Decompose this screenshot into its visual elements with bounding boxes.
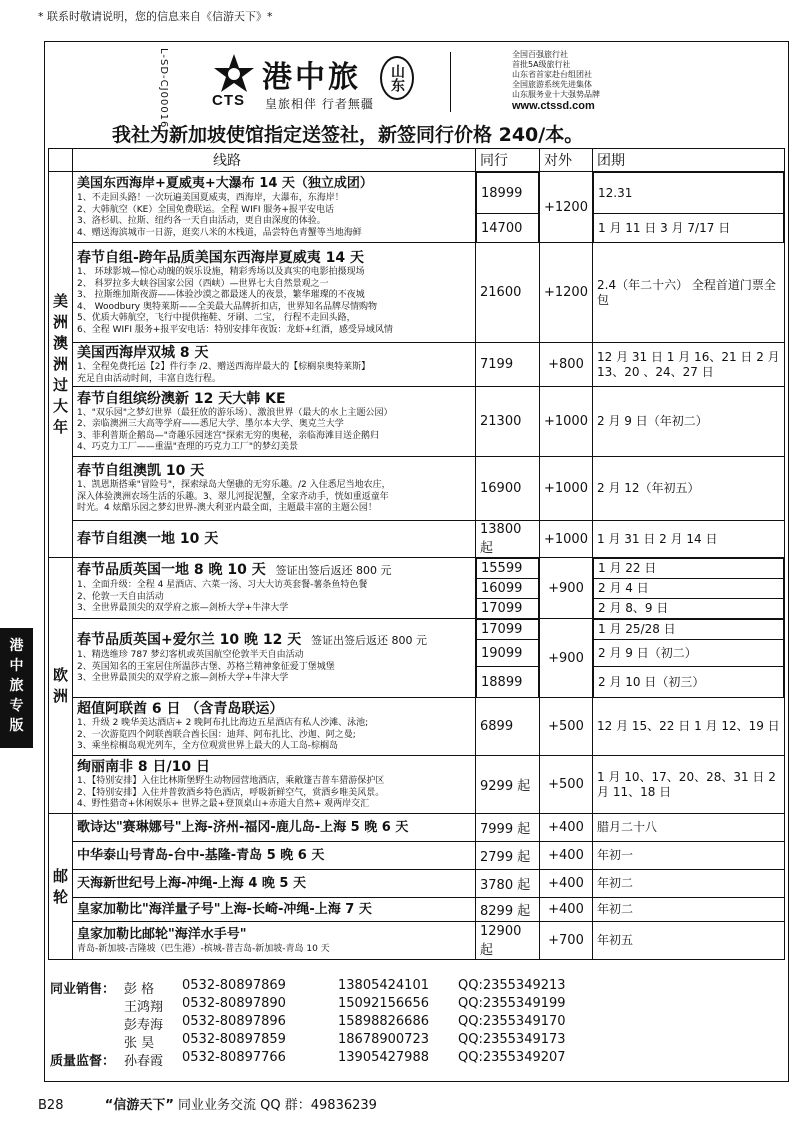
tour-item: 2、大韩航空（KE）全国免费联运。全程 WIFI 服务+报平安电话	[77, 204, 334, 215]
route-cell	[73, 619, 476, 698]
tour-dates: 年初二	[593, 870, 785, 898]
tour-item: 5、优质大韩航空，飞行中提供拖鞋、牙刷、二宝， 行程不走回头路，	[77, 313, 356, 323]
dates-cell	[593, 619, 785, 698]
region-europe	[49, 558, 73, 814]
route-cell	[73, 243, 476, 343]
tour-item: 3、洛杉矶、拉斯、纽约各一天自由活动，更自由深度的体验。	[77, 216, 326, 226]
logo-divider	[450, 52, 451, 112]
tour-item: 4、赠送海滨城市一日游，逛奕八米的木栈道，品尝特色青蟹等当地海鲜	[77, 227, 362, 238]
header-route: 线路	[73, 149, 476, 172]
dates-cell	[593, 172, 785, 243]
header-peer: 同行	[476, 149, 540, 172]
table-row	[49, 457, 785, 521]
tour-dates: 1 月 22 日	[594, 559, 784, 579]
table-row	[49, 756, 785, 814]
external-price: +1200	[540, 172, 593, 243]
peer-price: 12900 起	[476, 922, 540, 960]
contact-qq[interactable]: QQ:2355349199	[458, 996, 566, 1011]
tour-title: 春节自组-跨年品质美国东西海岸夏威夷 14 天	[77, 250, 365, 266]
contact-row	[48, 996, 785, 1014]
tour-title	[77, 631, 471, 650]
tour-item: 1、精选维珍 787 梦幻客机或英国航空伦敦半天自由活动	[77, 650, 304, 661]
tour-item: 2、 科罗拉多大峡谷国家公园（西峡）—世界七大自然景观之一	[77, 278, 329, 289]
table-row	[49, 521, 785, 558]
region-label: 邮轮	[52, 866, 68, 906]
tour-item: 1、 环球影城—惊心动魄的娱乐设施，精彩秀场以及真实的电影拍摄现场	[77, 267, 365, 277]
logo-name: 港中旅	[262, 60, 361, 95]
external-price: +400	[540, 898, 593, 922]
region-cruise	[49, 814, 73, 960]
tour-item: 深入体验澳洲农场生活的乐趣。3、翠儿河捉泥蟹，全家齐动手，恍如重返童年	[77, 491, 389, 502]
tour-item: 3、全世界最顶尖的双学府之旅—剑桥大学+牛津大学	[77, 673, 289, 684]
tour-dates: 2 月 8、9 日	[594, 599, 784, 619]
credentials	[512, 50, 600, 100]
external-price: +700	[540, 922, 593, 960]
header-dates: 团期	[593, 149, 785, 172]
tour-dates: 1 月 25/28 日	[594, 620, 784, 640]
table-row	[49, 243, 785, 343]
contact-qq[interactable]: QQ:2355349213	[458, 978, 566, 993]
tour-item: 3、全世界最顶尖的双学府之旅—剑桥大学+牛津大学	[77, 603, 289, 614]
tour-note: 签证出签后返还 800 元	[310, 634, 427, 648]
tour-item: 1、"双乐园"之梦幻世界（最狂放的游乐场）、激浪世界（最大的水上主题公园）	[77, 407, 393, 418]
tour-title: 皇家加勒比邮轮"海洋水手号"	[77, 926, 247, 942]
credential-line: 全国旅游系统先进集体	[512, 80, 592, 89]
table-row	[49, 387, 785, 457]
tour-title: 歌诗达"赛琳娜号"上海-济州-福冈-鹿儿岛-上海 5 晚 6 天	[73, 814, 476, 842]
route-cell	[73, 387, 476, 457]
table-row	[49, 698, 785, 756]
external-price: +1200	[540, 243, 593, 343]
table-row	[49, 558, 785, 619]
table-row	[49, 343, 785, 387]
contact-name: 彭 格	[124, 982, 155, 997]
contact-phone[interactable]: 0532-80897859	[182, 1032, 286, 1047]
peer-price-cell	[476, 558, 540, 619]
table-row	[49, 922, 785, 960]
contact-name: 张 昊	[124, 1036, 155, 1051]
region-label: 美洲澳洲过大年	[52, 292, 68, 436]
contact-phone[interactable]: 0532-80897869	[182, 978, 286, 993]
tour-item: 1、凯恩斯搭乘"冒险号"，探索绿岛大堡礁的无穷乐趣。/2 入住悉尼当地农庄，	[77, 480, 391, 491]
contact-mobile[interactable]: 15898826686	[338, 1014, 429, 1029]
peer-price: 19099	[477, 640, 539, 667]
tour-dates: 12.31	[594, 173, 784, 214]
route-cell	[73, 558, 476, 619]
logo-cts: CTS	[212, 92, 245, 109]
peer-price: 6899	[476, 698, 540, 756]
tour-dates: 2 月 4 日	[594, 579, 784, 599]
peer-price-cell	[476, 172, 540, 243]
top-note: * 联系时敬请说明，您的信息来自《信游天下》*	[38, 10, 273, 23]
peer-price-cell	[476, 619, 540, 698]
contact-name: 彭寿海	[124, 1018, 164, 1033]
contact-phone[interactable]: 0532-80897766	[182, 1050, 286, 1065]
peer-price: 16900	[476, 457, 540, 521]
contact-row	[48, 1050, 785, 1068]
logo-region-badge: 山东	[380, 56, 414, 100]
peer-price: 7999 起	[476, 814, 540, 842]
tour-title-text: 春节品质英国一地 8 晚 10 天	[77, 562, 266, 579]
tour-title: 春节自组澳一地 10 天	[77, 531, 219, 547]
peer-price: 7199	[476, 343, 540, 387]
footer-brand: “信游天下”	[104, 1098, 174, 1113]
tour-item: 3、 拉斯维加斯夜游——体验沙漠之都最迷人的夜景，繁华璀璨的不夜城	[77, 290, 365, 300]
peer-price: 21600	[476, 243, 540, 343]
peer-price: 18899	[477, 667, 539, 698]
tour-item: 1、升级 2 晚华美达酒店+ 2 晚阿布扎比海边五星酒店有私人沙滩、泳池;	[77, 718, 369, 729]
supervision-label: 质量监督：	[50, 1054, 116, 1069]
peer-price: 13800 起	[476, 521, 540, 558]
tour-dates: 2 月 10 日（初三）	[594, 667, 784, 698]
table-header-row	[49, 149, 785, 172]
tour-item: 1、不走回头路！一次玩遍美国夏威夷，西海岸，大瀑布，东海岸！	[77, 193, 344, 203]
tour-dates: 12 月 31 日 1 月 16、21 日 2 月 13、20 、24、27 日	[593, 343, 785, 387]
route-cell	[73, 698, 476, 756]
contact-mobile[interactable]: 18678900723	[338, 1032, 429, 1047]
table-row	[49, 842, 785, 870]
side-tab	[0, 628, 33, 748]
tour-title: 中华泰山号青岛-台中-基隆-青岛 5 晚 6 天	[73, 842, 476, 870]
contact-name: 孙春霞	[124, 1054, 164, 1069]
header-external: 对外	[540, 149, 593, 172]
headline: 我社为新加坡使馆指定送签社，新签同行价格 240/本。	[112, 124, 584, 146]
dates-cell	[593, 558, 785, 619]
peer-price: 14700	[477, 214, 539, 243]
contact-qq[interactable]: QQ:2355349170	[458, 1014, 566, 1029]
route-cell	[73, 521, 476, 558]
credential-line: 全国百强旅行社	[512, 50, 568, 59]
region-label: 欧洲	[52, 665, 68, 705]
tour-item: 充足自由活动时间，丰富自选行程。	[77, 373, 222, 384]
contact-qq[interactable]: QQ:2355349207	[458, 1050, 566, 1065]
tour-dates: 年初五	[593, 922, 785, 960]
tour-dates: 12 月 15、22 日 1 月 12、19 日	[593, 698, 785, 756]
tour-table	[48, 148, 785, 960]
page-number: B28	[38, 1098, 64, 1113]
peer-price: 17099	[477, 620, 539, 640]
tour-item: 6、全程 WIFI 服务+报平安电话：特别安排年夜饭：龙虾+红酒，感受异域风情	[77, 324, 393, 335]
peer-price: 21300	[476, 387, 540, 457]
contact-row	[48, 978, 785, 996]
tour-dates: 1 月 11 日 3 月 7/17 日	[594, 214, 784, 243]
tour-subtitle: 青岛-新加坡-吉隆坡（巴生港）-槟城-普吉岛-新加坡-青岛 10 天	[77, 943, 330, 954]
tour-title: 春节自组缤纷澳新 12 天大韩 KE	[77, 390, 286, 407]
peer-price: 18999	[477, 173, 539, 214]
tour-title: 春节自组澳凯 10 天	[77, 463, 205, 480]
tour-title: 皇家加勒比"海洋量子号"上海-长崎-冲绳-上海 7 天	[73, 898, 476, 922]
tour-dates: 1 月 10、17、20、28、31 日 2 月 11、18 日	[593, 756, 785, 814]
footer-text: 同业业务交流 QQ 群：49836239	[178, 1098, 377, 1113]
credential-line: 山东服务业十大强势品牌	[512, 90, 600, 99]
license-code: L-SD-CJ00016	[158, 48, 169, 129]
tour-note: 签证出签后返还 800 元	[275, 564, 392, 578]
region-americas	[49, 172, 73, 558]
external-price: +500	[540, 756, 593, 814]
tour-dates: 腊月二十八	[593, 814, 785, 842]
tour-item: 2、英国知名的王室居住所温莎古堡、苏格兰精神象征爱丁堡城堡	[77, 661, 335, 672]
contact-row	[48, 1014, 785, 1032]
tour-dates: 年初一	[593, 842, 785, 870]
tour-item: 1、【特别安排】入住比林斯堡野生动物园营地酒店，乘敞篷吉普车猎游保护区	[77, 776, 385, 787]
route-cell	[73, 756, 476, 814]
peer-price: 3780 起	[476, 870, 540, 898]
tour-item: 2、【特别安排】入住并普敦酒乡特色酒店，呼吸新鲜空气，赏酒乡唯美风景。	[77, 787, 385, 798]
route-cell	[73, 343, 476, 387]
external-price: +900	[540, 619, 593, 698]
peer-price: 16099	[477, 579, 539, 599]
external-price: +1000	[540, 521, 593, 558]
external-price: +900	[540, 558, 593, 619]
tour-item: 1、全程免费托运【2】件行李 /2、赠送西海岸最大的【棕榈泉奥特莱斯】	[77, 362, 371, 372]
contacts-block	[48, 978, 785, 1068]
external-price: +400	[540, 842, 593, 870]
contact-mobile[interactable]: 13805424101	[338, 978, 429, 993]
external-price: +1000	[540, 457, 593, 521]
tour-dates: 1 月 31 日 2 月 14 日	[593, 521, 785, 558]
table-row	[49, 814, 785, 842]
tour-title: 美国西海岸双城 8 天	[77, 345, 209, 361]
tour-item: 4、巧克力工厂——重温"查理的巧克力工厂"的梦幻美景	[77, 442, 299, 452]
contact-name: 王鸿翔	[124, 1000, 164, 1015]
route-cell	[73, 457, 476, 521]
contact-qq[interactable]: QQ:2355349173	[458, 1032, 566, 1047]
tour-title	[77, 561, 471, 580]
contact-phone[interactable]: 0532-80897890	[182, 996, 286, 1011]
website-link[interactable]: www.ctssd.com	[512, 100, 595, 112]
header-blank	[49, 149, 73, 172]
sales-label: 同业销售：	[50, 982, 116, 997]
table-row	[49, 898, 785, 922]
tour-item: 4、野性猎奇+休闲娱乐+ 世界之最+登顶桌山+赤道大自然+ 观两岸交汇	[77, 799, 370, 810]
table-row	[49, 172, 785, 243]
external-price: +400	[540, 870, 593, 898]
tour-item: 时光。4 炫酷乐园之梦幻世界-澳大利亚内最全面，主题最丰富的主题公园！	[77, 503, 377, 514]
tour-title-text: 春节品质英国+爱尔兰 10 晚 12 天	[77, 632, 302, 649]
tour-title: 超值阿联酋 6 日 （含青岛联运）	[77, 701, 284, 718]
tour-title: 美国东西海岸+夏威夷+大瀑布 14 天（独立成团）	[77, 176, 373, 191]
contact-phone[interactable]: 0532-80897896	[182, 1014, 286, 1029]
route-cell	[73, 172, 476, 243]
external-price: +1000	[540, 387, 593, 457]
external-price: +800	[540, 343, 593, 387]
contact-mobile[interactable]: 13905427988	[338, 1050, 429, 1065]
tour-item: 3、菲利普斯企鹅岛—"奇趣乐园迷宫"探索无穷的奥秘，亲临海滩目送企鹅归	[77, 430, 380, 441]
tour-dates: 2 月 9 日（初二）	[594, 640, 784, 667]
tour-item: 2、亲临澳洲三大高等学府——悉尼大学、墨尔本大学、奥克兰大学	[77, 419, 344, 429]
peer-price: 15599	[477, 559, 539, 579]
external-price: +400	[540, 814, 593, 842]
tour-title: 天海新世纪号上海-冲绳-上海 4 晚 5 天	[73, 870, 476, 898]
peer-price: 9299 起	[476, 756, 540, 814]
tour-dates: 年初二	[593, 898, 785, 922]
contact-mobile[interactable]: 15092156656	[338, 996, 429, 1011]
tour-title: 绚丽南非 8 日/10 日	[77, 759, 210, 776]
credential-line: 首批5A级旅行社	[512, 60, 571, 69]
peer-price: 2799 起	[476, 842, 540, 870]
logo-slogan: 皇旅相伴 行者無疆	[265, 97, 374, 111]
peer-price: 8299 起	[476, 898, 540, 922]
tour-item: 3、乘坐棕榈岛观光列车，全方位观赏世界上最大的人工岛-棕榈岛	[77, 741, 338, 752]
contact-row	[48, 1032, 785, 1050]
tour-dates: 2.4（年二十六） 全程首道门票全包	[593, 243, 785, 343]
route-cell	[73, 922, 476, 960]
tour-item: 4、 Woodbury 奥特莱斯——全美最大品牌折扣店，世界知名品牌尽情购物	[77, 301, 377, 312]
peer-price: 17099	[477, 599, 539, 619]
side-tab-label: 港中旅专版	[9, 638, 24, 734]
tour-dates: 2 月 9 日（年初二）	[593, 387, 785, 457]
external-price: +500	[540, 698, 593, 756]
tour-item: 2、一次游览四个阿联酋联合酋长国：迪拜、阿布扎比、沙迦、阿之曼;	[77, 729, 356, 740]
tour-item: 1、全面升级：全程 4 星酒店、六菜一汤、习大大访英套餐-薯条鱼特色餐	[77, 580, 368, 591]
footer	[38, 1094, 377, 1113]
table-row	[49, 870, 785, 898]
tour-dates: 2 月 12（年初五）	[593, 457, 785, 521]
table-row	[49, 619, 785, 698]
star-icon	[212, 52, 256, 96]
credential-line: 山东省首家赴台组团社	[512, 70, 592, 79]
tour-item: 2、伦敦一天自由活动	[77, 591, 164, 602]
